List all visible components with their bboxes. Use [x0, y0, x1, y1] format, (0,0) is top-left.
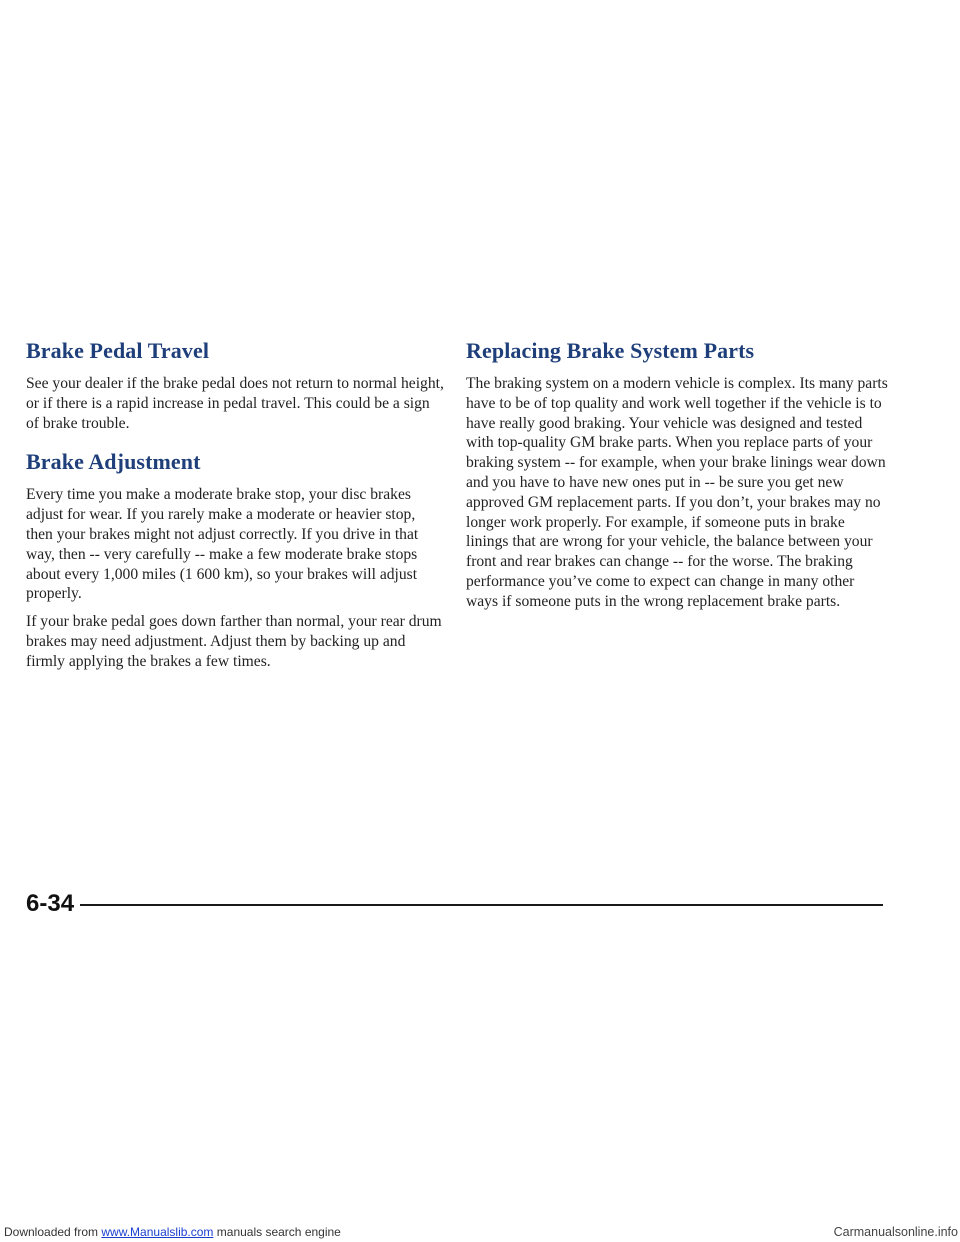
paragraph-brake-pedal-travel: See your dealer if the brake pedal does not return to normal height, or if there is a rapid increase in pedal travel. This could be a sign of brake trouble. [26, 375, 444, 432]
manualslib-link[interactable]: www.Manualslib.com [101, 1225, 214, 1239]
right-column [466, 338, 890, 620]
footer-rule [80, 904, 883, 906]
paragraph-replacing-brake-parts: The braking system on a modern vehicle is complex. Its many parts have to be of top quality and work well together if the vehicle is to have really good braking. Your vehicle was designed and tested with top-quality GM brake parts. When you replace parts of your braking system -- for example, when your brake linings wear down and you have to have new ones put in -- be sure you get new approved GM replacement parts. If you don’t, your brakes may no longer work properly. For example, if someone puts in brake linings that are wrong for your vehicle, the balance between your front and rear brakes can change -- for the worse. The braking performance you’ve come to expect can change in many other ways if someone puts in the wrong replacement brake parts. [466, 375, 888, 610]
left-column [26, 338, 444, 680]
download-source [4, 1222, 341, 1242]
download-suffix: manuals search engine [213, 1225, 341, 1239]
paragraph-brake-adjustment-2: If your brake pedal goes down farther than normal, your rear drum brakes may need adjustment. Adjust them by backing up and firmly applying the brakes a few times. [26, 613, 442, 670]
page-number: 6-34 [26, 890, 75, 917]
download-bar [0, 1222, 960, 1242]
heading-replacing-brake-system-parts: Replacing Brake System Parts [466, 338, 755, 363]
download-prefix: Downloaded from [4, 1225, 102, 1239]
heading-brake-pedal-travel: Brake Pedal Travel [26, 338, 210, 363]
paragraph-brake-adjustment-1: Every time you make a moderate brake stop, your disc brakes adjust for wear. If you rarely make a moderate or heavier stop, then your brakes might not adjust correctly. If you drive in that way, then -- very carefully -- make a few moderate brake stops about every 1,000 miles (1 600 km), so your brakes will adjust properly. [26, 486, 419, 603]
heading-brake-adjustment: Brake Adjustment [26, 449, 201, 475]
watermark-site: Carmanualsonline.info [833, 1225, 958, 1239]
